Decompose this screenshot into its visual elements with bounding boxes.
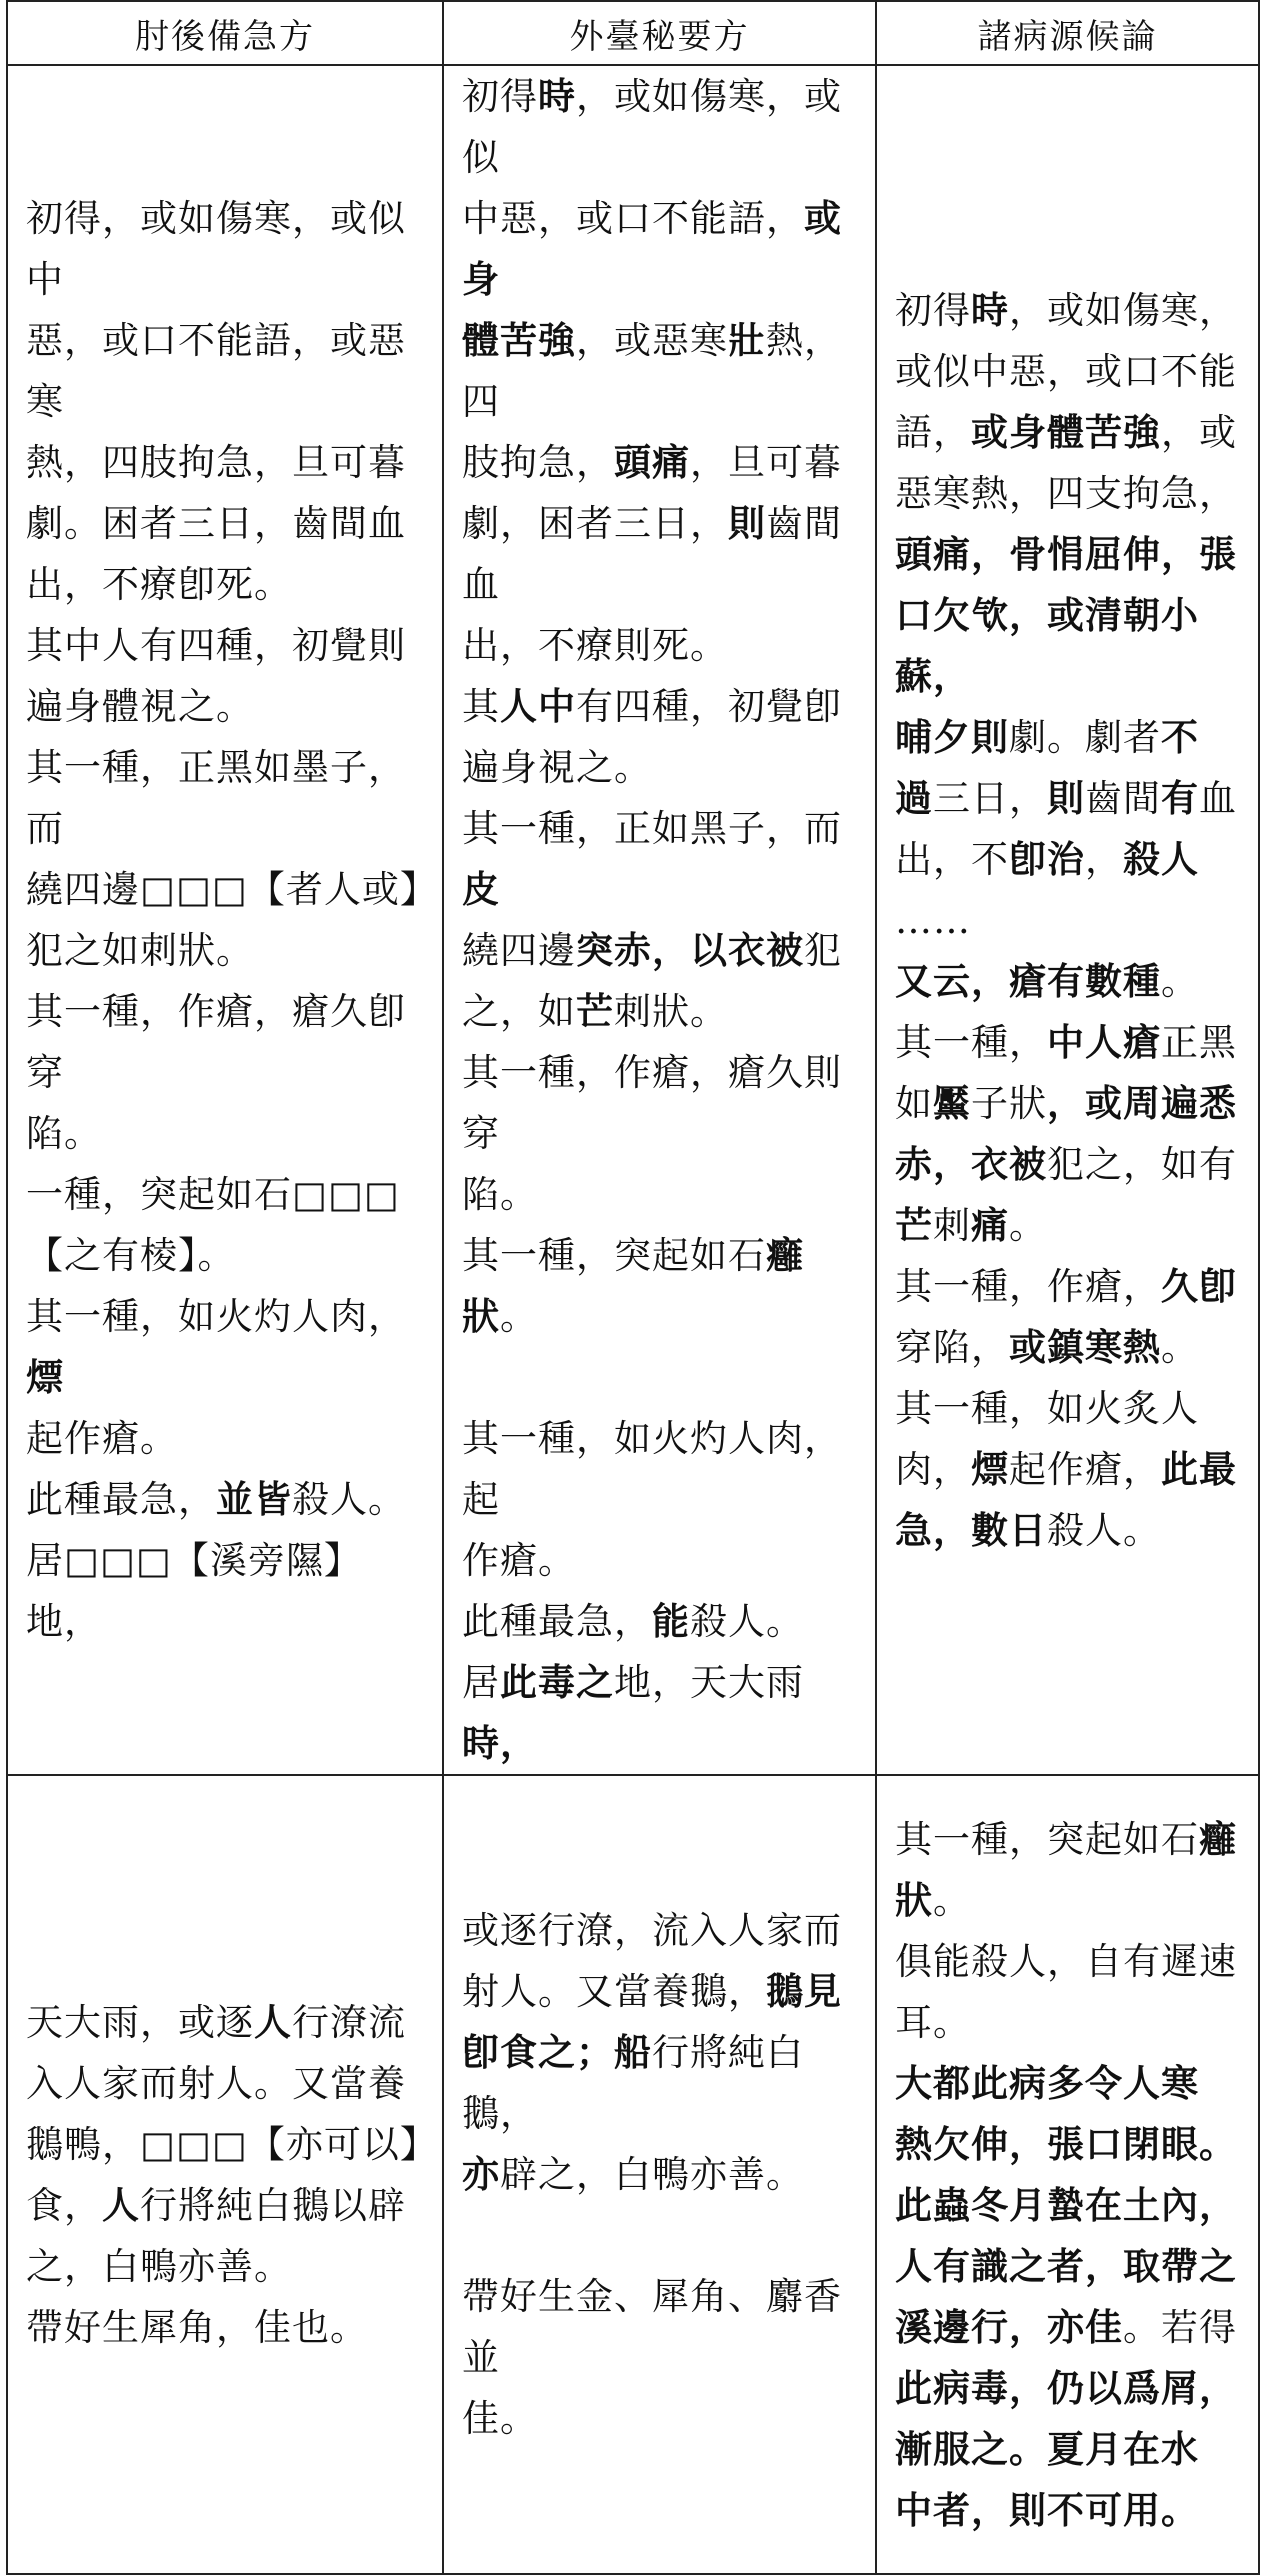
text: 刺狀。 bbox=[614, 990, 728, 1033]
text-line bbox=[26, 2053, 428, 2114]
text-line bbox=[462, 310, 861, 432]
bold-text: 卽食之；船 bbox=[462, 2030, 652, 2074]
text-line bbox=[895, 402, 1244, 463]
text-line bbox=[895, 1809, 1244, 1870]
text-line bbox=[462, 2388, 861, 2449]
text-line bbox=[895, 1992, 1244, 2053]
text-line bbox=[462, 1900, 861, 1961]
text: 正黑 bbox=[1161, 1020, 1237, 1064]
text-line bbox=[462, 188, 861, 310]
text-line bbox=[895, 2053, 1244, 2114]
cell-zhouhou-1 bbox=[7, 65, 443, 1775]
text: 其一種， bbox=[895, 1020, 1047, 1064]
bold-text: 頭痛，骨悁屈伸，張 bbox=[895, 531, 1237, 576]
text-line bbox=[462, 1530, 861, 1591]
text: 之，白鴨亦善。 bbox=[26, 2244, 292, 2288]
text-line bbox=[895, 341, 1244, 402]
text: 齒間 bbox=[1085, 776, 1161, 820]
text: 劇。困者三日，齒間血 bbox=[26, 502, 406, 545]
bold-text: 溪邊行，亦佳 bbox=[895, 2304, 1123, 2349]
text-line bbox=[462, 981, 861, 1042]
text: 穿陷， bbox=[895, 1325, 1009, 1369]
text-line bbox=[895, 1012, 1244, 1073]
text: 其一種，如火灼人肉， bbox=[26, 1295, 406, 1338]
blank-line bbox=[462, 2205, 861, 2266]
header-waitai: 外臺秘要方 bbox=[443, 1, 876, 65]
text-line bbox=[895, 2358, 1244, 2419]
bold-text: 時 bbox=[971, 287, 1009, 332]
text: 其一種，如火灼人肉，起 bbox=[462, 1417, 842, 1521]
bold-text: 大都此病多令人寒 bbox=[895, 2060, 1199, 2105]
text: 齒間血 bbox=[462, 502, 842, 606]
text-line bbox=[462, 2144, 861, 2205]
bold-text: 壯 bbox=[728, 318, 766, 362]
text-line bbox=[895, 951, 1244, 1012]
text-line bbox=[462, 737, 861, 798]
text: 有四種，初覺卽 bbox=[576, 685, 842, 728]
text-line bbox=[26, 1164, 428, 1225]
text: 惡，或口不能語，或惡寒 bbox=[26, 319, 406, 423]
bold-text: 黶 bbox=[933, 1080, 971, 1125]
text: 其一種，正黑如墨子，而 bbox=[26, 746, 406, 850]
text-line bbox=[26, 554, 428, 615]
bold-text: 殺人 bbox=[1123, 836, 1199, 881]
text: 或似中惡，或口不能 bbox=[895, 349, 1237, 393]
text: 語， bbox=[895, 410, 971, 454]
text-line bbox=[895, 1931, 1244, 1992]
bold-text: 時 bbox=[538, 74, 576, 118]
bold-text: 急，數日 bbox=[895, 1507, 1047, 1552]
text: ，或 bbox=[1161, 410, 1237, 454]
header-zhubing: 諸病源候論 bbox=[876, 1, 1259, 65]
bold-text: 赤，衣被 bbox=[895, 1141, 1047, 1186]
bold-text: 熛 bbox=[26, 1355, 64, 1399]
bold-text: ，或周遍悉 bbox=[1047, 1080, 1237, 1125]
bold-text: 此毒之 bbox=[500, 1660, 614, 1704]
text: ， bbox=[1085, 837, 1123, 881]
text: 血 bbox=[1199, 776, 1237, 820]
text-line bbox=[26, 981, 428, 1103]
text-line bbox=[26, 1530, 428, 1652]
text: 熱，四肢拘急，旦可暮 bbox=[26, 441, 406, 484]
text: 行將純白鵝以辟 bbox=[140, 2183, 406, 2227]
text: 帶好生犀角，佳也。 bbox=[26, 2305, 368, 2349]
bold-text: 人有識之者，取帶之 bbox=[895, 2243, 1237, 2288]
text-line bbox=[895, 2419, 1244, 2480]
text-line bbox=[26, 1469, 428, 1530]
bold-text: 鵝見 bbox=[766, 1969, 842, 2013]
text: 陷。 bbox=[26, 1112, 102, 1155]
text-line bbox=[895, 280, 1244, 341]
text-line bbox=[26, 1103, 428, 1164]
text: 行潦流 bbox=[292, 2000, 406, 2044]
text: 出，不療則死。 bbox=[462, 624, 728, 667]
text: ，或如傷寒，或似 bbox=[462, 75, 842, 179]
text-line bbox=[895, 1256, 1244, 1317]
bold-text: 人中 bbox=[500, 684, 576, 728]
header-row bbox=[7, 1, 1259, 65]
text: 其中人有四種，初覺則 bbox=[26, 624, 406, 667]
text: 入人家而射人。又當養 bbox=[26, 2061, 406, 2105]
text-line bbox=[895, 890, 1244, 951]
text-line bbox=[26, 2236, 428, 2297]
text-line bbox=[26, 737, 428, 859]
text-line bbox=[895, 1870, 1244, 1931]
text: 犯之如刺狀。 bbox=[26, 929, 254, 972]
text-line bbox=[462, 1713, 861, 1774]
text-line bbox=[462, 1042, 861, 1164]
bold-text: 晡夕則 bbox=[895, 714, 1009, 759]
text: 地，天大雨 bbox=[614, 1661, 804, 1704]
text-line bbox=[26, 2297, 428, 2358]
bold-text: 或鎮寒熱 bbox=[1009, 1324, 1161, 1369]
text: 其一種，突起如石 bbox=[462, 1234, 766, 1277]
text: 其一種，突起如石 bbox=[895, 1817, 1199, 1861]
text-line bbox=[895, 463, 1244, 524]
text: 其一種，作瘡， bbox=[895, 1264, 1161, 1308]
header-zhouhou: 肘後備急方 bbox=[7, 1, 443, 65]
comparison-table bbox=[6, 0, 1260, 2575]
text-line bbox=[26, 493, 428, 554]
bold-text: 亦 bbox=[462, 2152, 500, 2196]
text-line bbox=[462, 1164, 861, 1225]
text: 辟之，白鴨亦善。 bbox=[500, 2153, 804, 2196]
bold-text: 時， bbox=[462, 1721, 538, 1765]
text-line bbox=[26, 188, 428, 310]
text: 其 bbox=[462, 685, 500, 728]
text: 初得 bbox=[462, 75, 538, 118]
text: 鵝鴨，□□□【亦可以】 bbox=[26, 2122, 438, 2166]
text-line bbox=[895, 1439, 1244, 1500]
text: 食， bbox=[26, 2183, 102, 2227]
text: ，或如傷寒， bbox=[1009, 288, 1237, 332]
bold-text: 人 bbox=[102, 2182, 140, 2227]
text: 一種，突起如石□□□ bbox=[26, 1173, 400, 1216]
text-line bbox=[895, 1500, 1244, 1561]
cell-zhubing-1 bbox=[876, 65, 1259, 1775]
bold-text: 或身體苦強 bbox=[971, 409, 1161, 454]
text-line bbox=[26, 1225, 428, 1286]
text-line bbox=[462, 2266, 861, 2388]
text: 俱能殺人，自有遲速 bbox=[895, 1939, 1237, 1983]
text: 劇，困者三日， bbox=[462, 502, 728, 545]
bold-text: 又云，瘡有數種 bbox=[895, 958, 1161, 1003]
bold-text: 人 bbox=[254, 1999, 292, 2044]
text-line bbox=[462, 1225, 861, 1347]
text-line bbox=[462, 1961, 861, 2022]
text: 。 bbox=[1009, 1203, 1047, 1247]
text: 其一種，作瘡，瘡久則穿 bbox=[462, 1051, 842, 1155]
text: 。 bbox=[1161, 959, 1199, 1003]
bold-text: 突赤，以衣被 bbox=[576, 928, 804, 972]
bold-text: 中者，則不可用。 bbox=[895, 2487, 1199, 2532]
bold-text: 熛 bbox=[971, 1446, 1009, 1491]
text: 遍身體視之。 bbox=[26, 685, 254, 728]
text: 初得，或如傷寒，或似中 bbox=[26, 197, 406, 301]
text-line bbox=[26, 1286, 428, 1408]
text: 天大雨，或逐 bbox=[26, 2000, 254, 2044]
text-line bbox=[895, 2297, 1244, 2358]
bold-text: 芒 bbox=[895, 1202, 933, 1247]
bold-text: 有 bbox=[1161, 775, 1199, 820]
text: 之，如 bbox=[462, 990, 576, 1033]
text: 此種最急， bbox=[462, 1600, 652, 1643]
bold-text: 此蟲冬月蟄在土內， bbox=[895, 2182, 1237, 2227]
bold-text: 則 bbox=[728, 501, 766, 545]
text-line bbox=[26, 859, 438, 920]
text: 耳。 bbox=[895, 2000, 971, 2044]
bold-text: 漸服之。夏月在水 bbox=[895, 2426, 1199, 2471]
bold-text: 不 bbox=[1161, 714, 1199, 759]
text: 作瘡。 bbox=[462, 1539, 576, 1582]
text: 起作瘡。 bbox=[26, 1417, 178, 1460]
text: 。 bbox=[1161, 1325, 1199, 1369]
text: 殺人。 bbox=[690, 1600, 804, 1643]
bold-text: 則 bbox=[1047, 775, 1085, 820]
text: 惡寒熱，四支拘急， bbox=[895, 471, 1237, 515]
text-line bbox=[26, 615, 428, 676]
cell-waitai-2 bbox=[443, 1775, 876, 2574]
text: 犯之，如有 bbox=[1047, 1142, 1237, 1186]
text-line bbox=[462, 798, 861, 920]
text: 其一種，如火炙人 bbox=[895, 1386, 1199, 1430]
text: 殺人。 bbox=[1047, 1508, 1161, 1552]
text-line bbox=[895, 2480, 1244, 2541]
text: ，旦可暮 bbox=[690, 441, 842, 484]
text: 。若得 bbox=[1123, 2305, 1237, 2349]
text-line bbox=[895, 1073, 1244, 1134]
text: 繞四邊□□□【者人或】 bbox=[26, 868, 438, 911]
text-line bbox=[895, 2175, 1244, 2236]
text: 肉， bbox=[895, 1447, 971, 1491]
text-line bbox=[895, 829, 1244, 890]
text-line bbox=[895, 524, 1244, 585]
text: 。 bbox=[500, 1295, 538, 1338]
text: 陷。 bbox=[462, 1173, 538, 1216]
bold-text: 久卽 bbox=[1161, 1263, 1237, 1308]
text: 犯 bbox=[804, 929, 842, 972]
bold-text: 口欠㰟，或清朝小蘇， bbox=[895, 592, 1199, 698]
text-line bbox=[26, 1992, 428, 2053]
text-line bbox=[26, 432, 428, 493]
text: 居 bbox=[462, 1661, 500, 1704]
text-line bbox=[462, 2022, 861, 2144]
text-line bbox=[462, 432, 861, 493]
text-line bbox=[26, 310, 428, 432]
text: 起作瘡， bbox=[1009, 1447, 1161, 1491]
bold-text: 皮 bbox=[462, 867, 500, 911]
text-line bbox=[462, 493, 861, 615]
table-row bbox=[7, 1775, 1259, 2574]
bold-text: 並皆 bbox=[216, 1477, 292, 1521]
blank-line bbox=[462, 1347, 861, 1408]
text-line bbox=[26, 920, 428, 981]
cell-zhubing-2 bbox=[876, 1775, 1259, 2574]
bold-text: 能 bbox=[652, 1599, 690, 1643]
text-line bbox=[462, 1591, 861, 1652]
text: 劇。劇者 bbox=[1009, 715, 1161, 759]
bold-text: 此病毒，仍以爲屑， bbox=[895, 2365, 1237, 2410]
text: 佳。 bbox=[462, 2397, 538, 2440]
text-line bbox=[26, 676, 428, 737]
bold-text: 芒 bbox=[576, 989, 614, 1033]
text: 出，不 bbox=[895, 837, 1009, 881]
text-line bbox=[462, 920, 861, 981]
text: 行將純白鵝， bbox=[462, 2031, 804, 2135]
text-line bbox=[462, 66, 861, 188]
text: 肢拘急， bbox=[462, 441, 614, 484]
bold-text: 痛 bbox=[971, 1202, 1009, 1247]
text: 初得 bbox=[895, 288, 971, 332]
text-line bbox=[26, 1408, 428, 1469]
text-line bbox=[895, 1134, 1244, 1195]
bold-text: 此最 bbox=[1161, 1446, 1237, 1491]
bold-text: 狀 bbox=[895, 1877, 933, 1922]
bold-text: 或身 bbox=[462, 196, 842, 301]
bold-text: 頭痛 bbox=[614, 440, 690, 484]
text-line bbox=[895, 2236, 1244, 2297]
bold-text: 卽治 bbox=[1009, 836, 1085, 881]
text: 或逐行潦，流入人家而 bbox=[462, 1909, 842, 1952]
text-line bbox=[462, 1652, 861, 1713]
text: 殺人。 bbox=[292, 1478, 406, 1521]
text: 帶好生金、犀角、麝香並 bbox=[462, 2275, 842, 2379]
bold-text: 癰狀 bbox=[462, 1233, 804, 1338]
text: 其一種，作瘡，瘡久卽穿 bbox=[26, 990, 406, 1094]
text: 熱，四 bbox=[462, 319, 842, 423]
text: 刺 bbox=[933, 1203, 971, 1247]
table-row bbox=[7, 65, 1259, 1775]
text: 子狀 bbox=[971, 1081, 1047, 1125]
text-line bbox=[895, 707, 1244, 768]
text: 此種最急， bbox=[26, 1478, 216, 1521]
text: ，或惡寒 bbox=[576, 319, 728, 362]
text: 射人。又當養鵝， bbox=[462, 1970, 766, 2013]
text-line bbox=[26, 2175, 428, 2236]
text: 其一種，正如黑子，而 bbox=[462, 807, 842, 850]
text-line bbox=[895, 1195, 1244, 1256]
text-line bbox=[462, 676, 861, 737]
text: 。 bbox=[933, 1878, 971, 1922]
text-line bbox=[895, 1378, 1244, 1439]
text: 居□□□【溪旁隰】地， bbox=[26, 1539, 362, 1643]
text: 出，不療卽死。 bbox=[26, 563, 292, 606]
text: 中惡，或口不能語， bbox=[462, 197, 804, 240]
text: 遍身視之。 bbox=[462, 746, 652, 789]
text: 三日， bbox=[933, 776, 1047, 820]
cell-zhouhou-2 bbox=[7, 1775, 443, 2574]
bold-text: 癰 bbox=[1199, 1816, 1237, 1861]
text: 繞四邊 bbox=[462, 929, 576, 972]
bold-text: 過 bbox=[895, 775, 933, 820]
text-line bbox=[895, 1317, 1244, 1378]
text-line bbox=[462, 615, 861, 676]
text: 【之有棱】。 bbox=[26, 1234, 236, 1277]
bold-text: 熱欠伸，張口閉眼。 bbox=[895, 2121, 1237, 2166]
text: …… bbox=[895, 898, 971, 942]
text-line bbox=[462, 1408, 861, 1530]
bold-text: 體苦強 bbox=[462, 318, 576, 362]
cell-waitai-1 bbox=[443, 65, 876, 1775]
text-line bbox=[895, 768, 1244, 829]
text: 如 bbox=[895, 1081, 933, 1125]
bold-text: 中人瘡 bbox=[1047, 1019, 1161, 1064]
text-line bbox=[895, 585, 1244, 707]
